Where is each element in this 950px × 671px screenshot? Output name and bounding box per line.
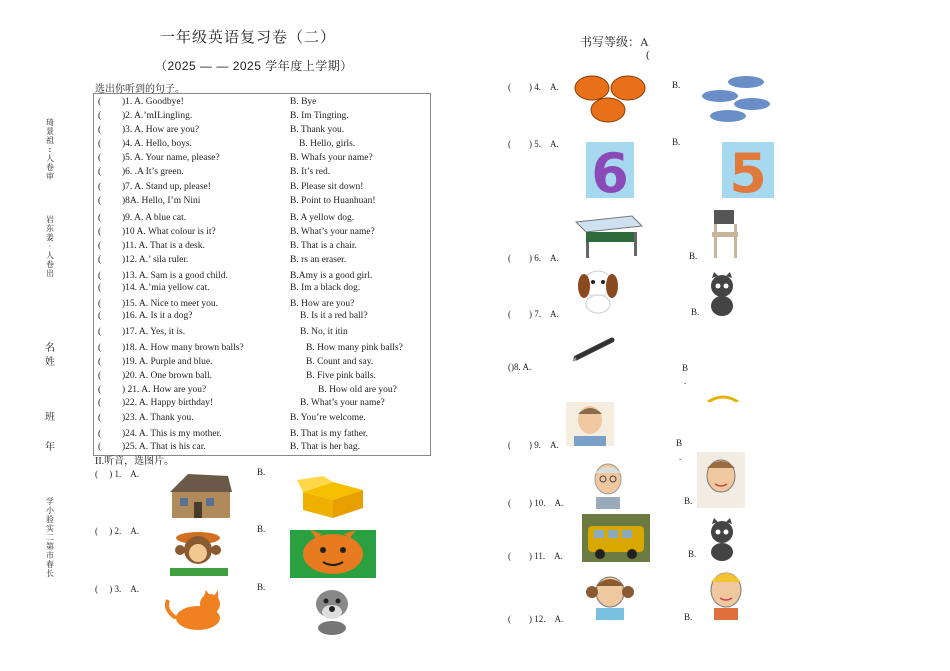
option-b: B. Hello, girls. [299, 139, 356, 149]
option-a: )2. A.’mILingling. [122, 111, 193, 121]
option-b: B. You’re welcome. [290, 413, 366, 423]
option-b: B. That is a chair. [290, 241, 357, 251]
girl-image[interactable] [584, 570, 636, 620]
question-box [93, 93, 431, 456]
answer-paren[interactable]: ( [98, 213, 102, 223]
item-1-number[interactable]: ( ) 1. A. [95, 469, 139, 479]
option-a: )6. .A It’s green. [122, 167, 184, 177]
option-b: B. Please sit down! [290, 182, 364, 192]
answer-paren[interactable]: ( [98, 311, 102, 321]
number-five-image[interactable] [722, 142, 774, 198]
boy-image[interactable] [697, 452, 745, 508]
option-a: )23. A. Thank you. [122, 413, 194, 423]
page-title: 一年级英语复习卷（二） [160, 30, 337, 46]
black-cat-image[interactable] [700, 272, 744, 318]
option-b: B. What’s your name? [300, 398, 385, 408]
item-4-number[interactable]: ( ) 4. A. [508, 82, 559, 92]
answer-paren[interactable]: ( [98, 255, 102, 265]
item-3-number[interactable]: ( ) 3. A. [95, 584, 139, 594]
option-a: )9. A. A blue cat. [122, 213, 187, 223]
option-b: B. Count and say. [306, 357, 374, 367]
answer-paren[interactable]: ( [98, 196, 102, 206]
option-a: )14. A.’mia yellow cat. [122, 283, 210, 293]
blond-boy-image[interactable] [702, 566, 750, 620]
section2-instruction: II.听音，选图片。 [95, 456, 175, 467]
option-b: B. That is her bag. [290, 442, 361, 452]
option-b: B.Amy is a good girl. [290, 271, 373, 281]
option-a: )8A. Hello, I’m Nini [122, 196, 201, 206]
option-b: B. Bye [290, 97, 317, 107]
bus-image[interactable] [582, 514, 650, 562]
option-a: )4. A. Hello, boys. [122, 139, 192, 149]
option-b: B. Five pink balls. [306, 371, 376, 381]
side-label-class: 班 [45, 412, 55, 423]
option-b: B. rs an eraser. [290, 255, 347, 265]
item-12-b-label: B. [684, 612, 693, 622]
answer-paren[interactable]: ( [98, 442, 102, 452]
item-7-number[interactable]: ( ) 7. A. [508, 309, 559, 319]
option-b: B. Point to Huanhuan! [290, 196, 376, 206]
orange-cat-image[interactable] [162, 590, 234, 636]
section1-instruction: 选出你听到的句子。 [95, 84, 185, 95]
item-8-b-label: B [682, 363, 689, 373]
item-1-b-label: B. [257, 467, 266, 477]
tiger-face-image[interactable] [290, 530, 376, 578]
option-a: )11. A. That is a desk. [122, 241, 205, 251]
item-7-b-label: B. [691, 307, 700, 317]
item-12-number[interactable]: ( ) 12. A. [508, 614, 564, 624]
answer-paren[interactable]: ( [98, 385, 102, 395]
fish-image[interactable] [698, 72, 776, 128]
chair-image[interactable] [704, 208, 744, 260]
item-2-number[interactable]: ( ) 2. A. [95, 526, 139, 536]
item-11-b-label: B. [688, 549, 697, 559]
item-6-number[interactable]: ( ) 6. A. [508, 253, 559, 263]
answer-paren[interactable]: ( [98, 357, 102, 367]
item-6-b-label: B. [689, 251, 698, 261]
item-8-b-dot: . [684, 376, 687, 386]
answer-paren[interactable]: ( [98, 153, 102, 163]
answer-paren[interactable]: ( [98, 125, 102, 135]
monkey-image[interactable] [160, 528, 238, 578]
option-a: )22. A. Happy birthday! [122, 398, 214, 408]
page-subtitle: （2025 — — 2025 学年度上学期） [155, 59, 353, 73]
answer-paren[interactable]: ( [98, 429, 102, 439]
item-5-b-label: B. [672, 137, 681, 147]
desk-image[interactable] [574, 212, 644, 260]
answer-paren[interactable]: ( [98, 167, 102, 177]
item-9-b-label: B [676, 438, 683, 448]
item-5-number[interactable]: ( ) 5. A. [508, 139, 559, 149]
option-a: )7. A. Stand up, please! [122, 182, 211, 192]
option-a: )10 A. What colour is it? [122, 227, 216, 237]
option-b: B. It’s red. [290, 167, 331, 177]
answer-paren[interactable]: ( [98, 413, 102, 423]
item-9-b-dot: . [679, 452, 682, 462]
svg-text:6: 6 [591, 142, 629, 198]
item-11-number[interactable]: ( ) 11. A. [508, 551, 563, 561]
answer-paren[interactable]: ( [98, 299, 102, 309]
dog-image[interactable] [572, 266, 624, 316]
option-a: )20. A. One brown ball. [122, 371, 212, 381]
option-a: )19. A. Purple and blue. [122, 357, 213, 367]
writing-grade: 书写等级：A [580, 35, 649, 49]
option-a: )18. A. How many brown balls? [122, 343, 244, 353]
item-3-b-label: B. [257, 582, 266, 592]
answer-paren[interactable]: ( [98, 227, 102, 237]
item-9-number[interactable]: ( ) 9. A. [508, 440, 559, 450]
black-cat-image-2[interactable] [702, 518, 744, 562]
option-a: )5. A. Your name, please? [122, 153, 220, 163]
svg-text:5: 5 [729, 142, 767, 198]
item-10-b-label: B. [684, 496, 693, 506]
option-a: )1. A. Goodbye! [122, 97, 184, 107]
answer-paren[interactable]: ( [98, 97, 102, 107]
option-b: B. How old are you? [318, 385, 397, 395]
option-b: B. Whafs your name? [290, 153, 373, 163]
option-a: )12. A.’ sila ruler. [122, 255, 189, 265]
option-b: B. No, it itin [300, 327, 348, 337]
answer-paren[interactable]: ( [98, 139, 102, 149]
pumpkins-image[interactable] [572, 72, 650, 124]
item-4-b-label: B. [672, 80, 681, 90]
writing-paren: ( [646, 49, 650, 61]
option-b: B. How many pink balls? [306, 343, 403, 353]
side-label-school: 学 小 验 实 二 第 市 春 长 [46, 497, 54, 578]
item-2-b-label: B. [257, 524, 266, 534]
option-b: B. Thank you. [290, 125, 345, 135]
open-box-image[interactable] [297, 474, 369, 520]
answer-paren[interactable]: ( [98, 398, 102, 408]
answer-paren[interactable]: ( [98, 241, 102, 251]
answer-paren[interactable]: ( [98, 111, 102, 121]
answer-paren[interactable]: ( [98, 271, 102, 281]
house-image[interactable] [166, 470, 234, 520]
side-label-name: 名 姓 [45, 343, 55, 368]
item-8-number[interactable]: ()8. A. [508, 362, 532, 372]
side-label-checker: 琦 景 祖 : 人 卷 审 [46, 118, 54, 181]
option-a: )3. A. How are you? [122, 125, 200, 135]
option-b: B. A yellow dog. [290, 213, 355, 223]
option-a: )15. A. Nice to meet you. [122, 299, 219, 309]
option-b: B. Im a black dog. [290, 283, 361, 293]
grey-dog-image[interactable] [302, 584, 362, 636]
option-a: )25. A. That is his car. [122, 442, 206, 452]
option-b: B. Im Tingting. [290, 111, 349, 121]
option-a: )13. A. Sam is a good child. [122, 271, 228, 281]
answer-paren[interactable]: ( [98, 182, 102, 192]
man-image[interactable] [566, 402, 614, 446]
option-a: )16. A. Is it a dog? [122, 311, 193, 321]
item-10-number[interactable]: ( ) 10. A. [508, 498, 564, 508]
option-b: B. How are you? [290, 299, 355, 309]
option-b: B. Is it a red ball? [300, 311, 368, 321]
side-label-author: 岩 东 姜 · 人 卷 出 [46, 215, 54, 278]
option-b: B. What’s your name? [290, 227, 375, 237]
answer-paren[interactable]: ( [98, 327, 102, 337]
grandpa-image[interactable] [588, 459, 628, 509]
side-label-grade: 年 [45, 442, 55, 453]
answer-paren[interactable]: ( [98, 283, 102, 293]
option-a: )17. A. Yes, it is. [122, 327, 186, 337]
option-b: B. That is my father. [290, 429, 368, 439]
option-a: )24. A. This is my mother. [122, 429, 222, 439]
pen-image[interactable] [572, 336, 616, 362]
option-a: ) 21. A. How are you? [122, 385, 207, 395]
number-six-image[interactable] [586, 142, 634, 198]
answer-paren[interactable]: ( [98, 343, 102, 353]
partial-image[interactable] [706, 394, 740, 402]
answer-paren[interactable]: ( [98, 371, 102, 381]
